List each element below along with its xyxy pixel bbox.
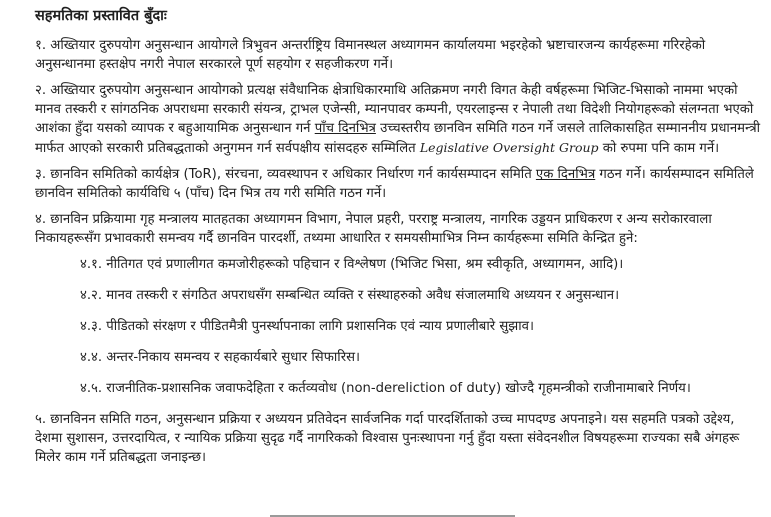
point-2-italic-term: Legislative Oversight Group [419, 140, 599, 155]
sub-item-4-2: ४.२. मानव तस्करी र संगठित अपराधसँग सम्बन्धित व्यक्ति र संस्थाहरुको अवैध संजालमाथि अध्ययन र अनुसन्धान। [80, 288, 620, 303]
point-2-text-a: २. अख्तियार दुरुपयोग अनुसन्धान आयोगको प्रत्यक्ष संवैधानिक क्षेत्राधिकारमाथि अतिक्रमण नगरी विगत केही वर्षहरूमा भिजिट-भिसाको नाममा भएको मानव तस्करी र सांगठनिक अपराधमा सरकारी संयन्त्र, ट्राभल एजेन्सी, म्यानपावर कम्पनी, एयरलाइन्स र नेपाली तथा विदेशी नियोगहरूको संलग्नता भएको आशंका हुँदा यसको व्यापक र बहुआयामिक अनुसन्धान गर्न [35, 83, 754, 136]
point-3 [35, 165, 761, 203]
point-4-sublist [35, 255, 761, 398]
point-1 [35, 36, 761, 74]
point-2-text-b: उच्चस्तरीय छानविन समिति गठन गर्ने जसले तालिकासहित सम्माननीय प्रधानमन्त्री मार्फत आएको सरकारी प्रतिबद्धताको अनुगमन गर्न सर्वपक्षीय सांसदहरु सम्मिलित [35, 121, 761, 156]
sub-item-4-1: ४.१. नीतिगत एवं प्रणालीगत कमजोरीहरूको पहिचान र विश्लेषण (भिजिट भिसा, श्रम स्वीकृति, अध्यागमन, आदि)। [80, 257, 624, 272]
sub-item-4-5: ४.५. राजनीतिक-प्रशासनिक जवाफदेहिता र कर्तव्यवोध (non-dereliction of duty) खोज्दै गृहमन्त्रीको राजीनामाबारे निर्णय। [80, 381, 691, 396]
point-3-deadline: एक दिनभित्र [535, 167, 596, 182]
sub-item-4-3: ४.३. पीडितको संरक्षण र पीडितमैत्री पुनर्स्थापनाका लागि प्रशासनिक एवं न्याय प्रणालीबारे सुझाव। [80, 319, 534, 334]
point-1-text: १. अख्तियार दुरुपयोग अनुसन्धान आयोगले त्रिभुवन अन्तर्राष्ट्रिय विमानस्थल अध्यागमन कार्यालयमा भइरहेको भ्रष्टाचारजन्य कार्यहरूमा गरिरहेको अनुसन्धानमा हस्तक्षेप नगरी नेपाल सरकारले पूर्ण सहयोग र सहजीकरण गर्ने। [35, 38, 706, 72]
point-3-text-a: ३. छानविन समितिको कार्यक्षेत्र (ToR), संरचना, व्यवस्थापन र अधिकार निर्धारण गर्न कार्यसम्पादन समिति [35, 167, 536, 182]
point-3-text-b: गठन गर्ने। कार्यसम्पादन समितिले छानविन समितिको कार्यविधि ५ (पाँच) दिन भित्र तय गरी समिति गठन गर्ने। [35, 167, 754, 201]
point-5 [35, 410, 761, 467]
point-2 [35, 81, 761, 158]
document-title: सहमतिका प्रस्तावित बुँदाः [35, 8, 167, 24]
point-4 [35, 210, 761, 248]
point-4-text: ४. छानविन प्रक्रियामा गृह मन्त्रालय मातहतका अध्यागमन विभाग, नेपाल प्रहरी, परराष्ट्र मन्त्रालय, नागरिक उड्डयन प्राधिकरण र अन्य सरोकारवाला निकायहरूसँग प्रभावकारी समन्वय गर्दै छानविन पारदर्शी, तथ्यमा आधारित र समयसीमाभित्र निम्न कार्यहरूमा समिति केन्द्रित हुने: [35, 212, 712, 246]
sub-item-4-4: ४.४. अन्तर-निकाय समन्वय र सहकार्यबारे सुधार सिफारिस। [80, 350, 361, 365]
point-5-text: ५. छानविनन समिति गठन, अनुसन्धान प्रक्रिया र अध्ययन प्रतिवेदन सार्वजनिक गर्दा पारदर्शिताको उच्च मापदण्ड अपनाइने। यस सहमति पत्रको उद्देश्य, देशमा सुशासन, उत्तरदायित्व, र न्यायिक प्रक्रिया सुदृढ गर्दै नागरिकको विश्वास पुनःस्थापना गर्नु हुँदा यस्ता संवेदनशील विषयहरूमा राज्यका सबै अंगहरू मिलेर काम गर्ने प्रतिबद्धता जनाइन्छ। [35, 412, 740, 465]
point-2-text-c: को रुपमा पनि काम गर्ने। [598, 141, 720, 156]
point-2-deadline: पाँच दिनभित्र [314, 121, 376, 136]
